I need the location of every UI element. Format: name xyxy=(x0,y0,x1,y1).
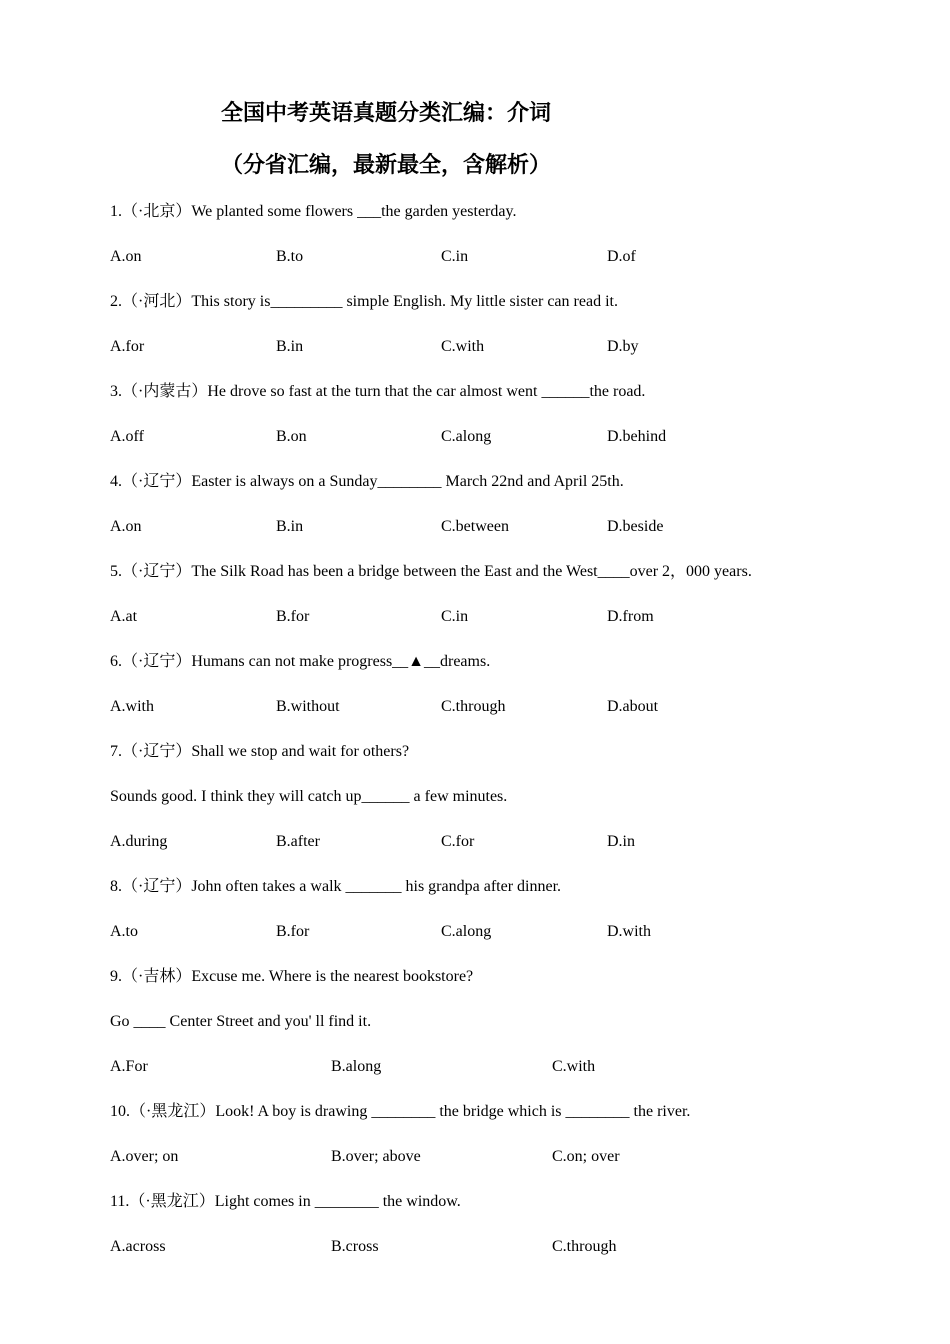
options-9 xyxy=(110,1057,870,1077)
option-b: B.on xyxy=(276,428,307,445)
options-8 xyxy=(110,922,870,942)
option-a: A.to xyxy=(110,923,138,940)
question-1: 1.（·北京）We planted some flowers ___the garden yesterday. xyxy=(110,203,517,220)
option-b: B.to xyxy=(276,248,304,265)
option-b: B.along xyxy=(331,1058,382,1075)
option-a: A.for xyxy=(110,338,145,355)
option-a: A.at xyxy=(110,608,138,625)
option-b: B.in xyxy=(276,338,304,355)
page-title: 全国中考英语真题分类汇编：介词 xyxy=(220,101,551,126)
option-c: C.in xyxy=(441,248,469,265)
option-d: D.in xyxy=(607,833,635,850)
option-c: C.with xyxy=(552,1058,596,1075)
options-3 xyxy=(110,427,870,447)
option-a: A.on xyxy=(110,248,142,265)
option-d: D.about xyxy=(607,698,659,715)
option-d: D.from xyxy=(607,608,654,625)
option-c: C.with xyxy=(441,338,485,355)
option-c: C.in xyxy=(441,608,469,625)
question-9: 9.（·吉林）Excuse me. Where is the nearest bookstore? xyxy=(110,968,474,985)
options-2 xyxy=(110,337,870,357)
question-6: 6.（·辽宁）Humans can not make progress__▲__dreams. xyxy=(110,653,491,670)
option-c: C.along xyxy=(441,923,492,940)
options-5 xyxy=(110,607,870,627)
option-c: C.for xyxy=(441,833,475,850)
options-11 xyxy=(110,1237,870,1257)
question-3: 3.（·内蒙古）He drove so fast at the turn that the car almost went ______the road. xyxy=(110,383,646,400)
option-a: A.across xyxy=(110,1238,166,1255)
question-2: 2.（·河北）This story is_________ simple English. My little sister can read it. xyxy=(110,293,618,310)
options-4 xyxy=(110,517,870,537)
option-a: A.For xyxy=(110,1058,148,1075)
option-b: B.for xyxy=(276,608,310,625)
option-b: B.over; above xyxy=(331,1148,421,1165)
question-7: 7.（·辽宁）Shall we stop and wait for others? xyxy=(110,743,410,760)
option-d: D.beside xyxy=(607,518,664,535)
question-9-response: Go ____ Center Street and you' ll find it. xyxy=(110,1013,372,1030)
question-11: 11.（·黑龙江）Light comes in ________ the window. xyxy=(110,1193,461,1210)
option-c: C.along xyxy=(441,428,492,445)
question-7-response: Sounds good. I think they will catch up______ a few minutes. xyxy=(110,788,508,805)
option-b: B.for xyxy=(276,923,310,940)
options-7 xyxy=(110,832,870,852)
options-6 xyxy=(110,697,870,717)
option-a: A.on xyxy=(110,518,142,535)
option-d: D.with xyxy=(607,923,651,940)
option-d: D.behind xyxy=(607,428,667,445)
option-b: B.after xyxy=(276,833,320,850)
page-subtitle: （分省汇编，最新最全，含解析） xyxy=(220,153,551,178)
question-8: 8.（·辽宁）John often takes a walk _______ his grandpa after dinner. xyxy=(110,878,562,895)
option-a: A.during xyxy=(110,833,168,850)
option-c: C.through xyxy=(552,1238,617,1255)
option-a: A.with xyxy=(110,698,154,715)
option-a: A.over; on xyxy=(110,1148,179,1165)
option-a: A.off xyxy=(110,428,144,445)
options-10 xyxy=(110,1147,870,1167)
question-5: 5.（·辽宁）The Silk Road has been a bridge between the East and the West____over 2，000 years. xyxy=(110,563,752,580)
question-4: 4.（·辽宁）Easter is always on a Sunday________ March 22nd and April 25th. xyxy=(110,473,624,490)
option-c: C.on; over xyxy=(552,1148,620,1165)
option-b: B.in xyxy=(276,518,304,535)
option-b: B.cross xyxy=(331,1238,379,1255)
option-c: C.between xyxy=(441,518,509,535)
question-10: 10.（·黑龙江）Look! A boy is drawing ________ the bridge which is ________ the river. xyxy=(110,1103,691,1120)
option-c: C.through xyxy=(441,698,506,715)
options-1 xyxy=(110,247,870,267)
option-d: D.by xyxy=(607,338,639,355)
option-d: D.of xyxy=(607,248,636,265)
option-b: B.without xyxy=(276,698,340,715)
